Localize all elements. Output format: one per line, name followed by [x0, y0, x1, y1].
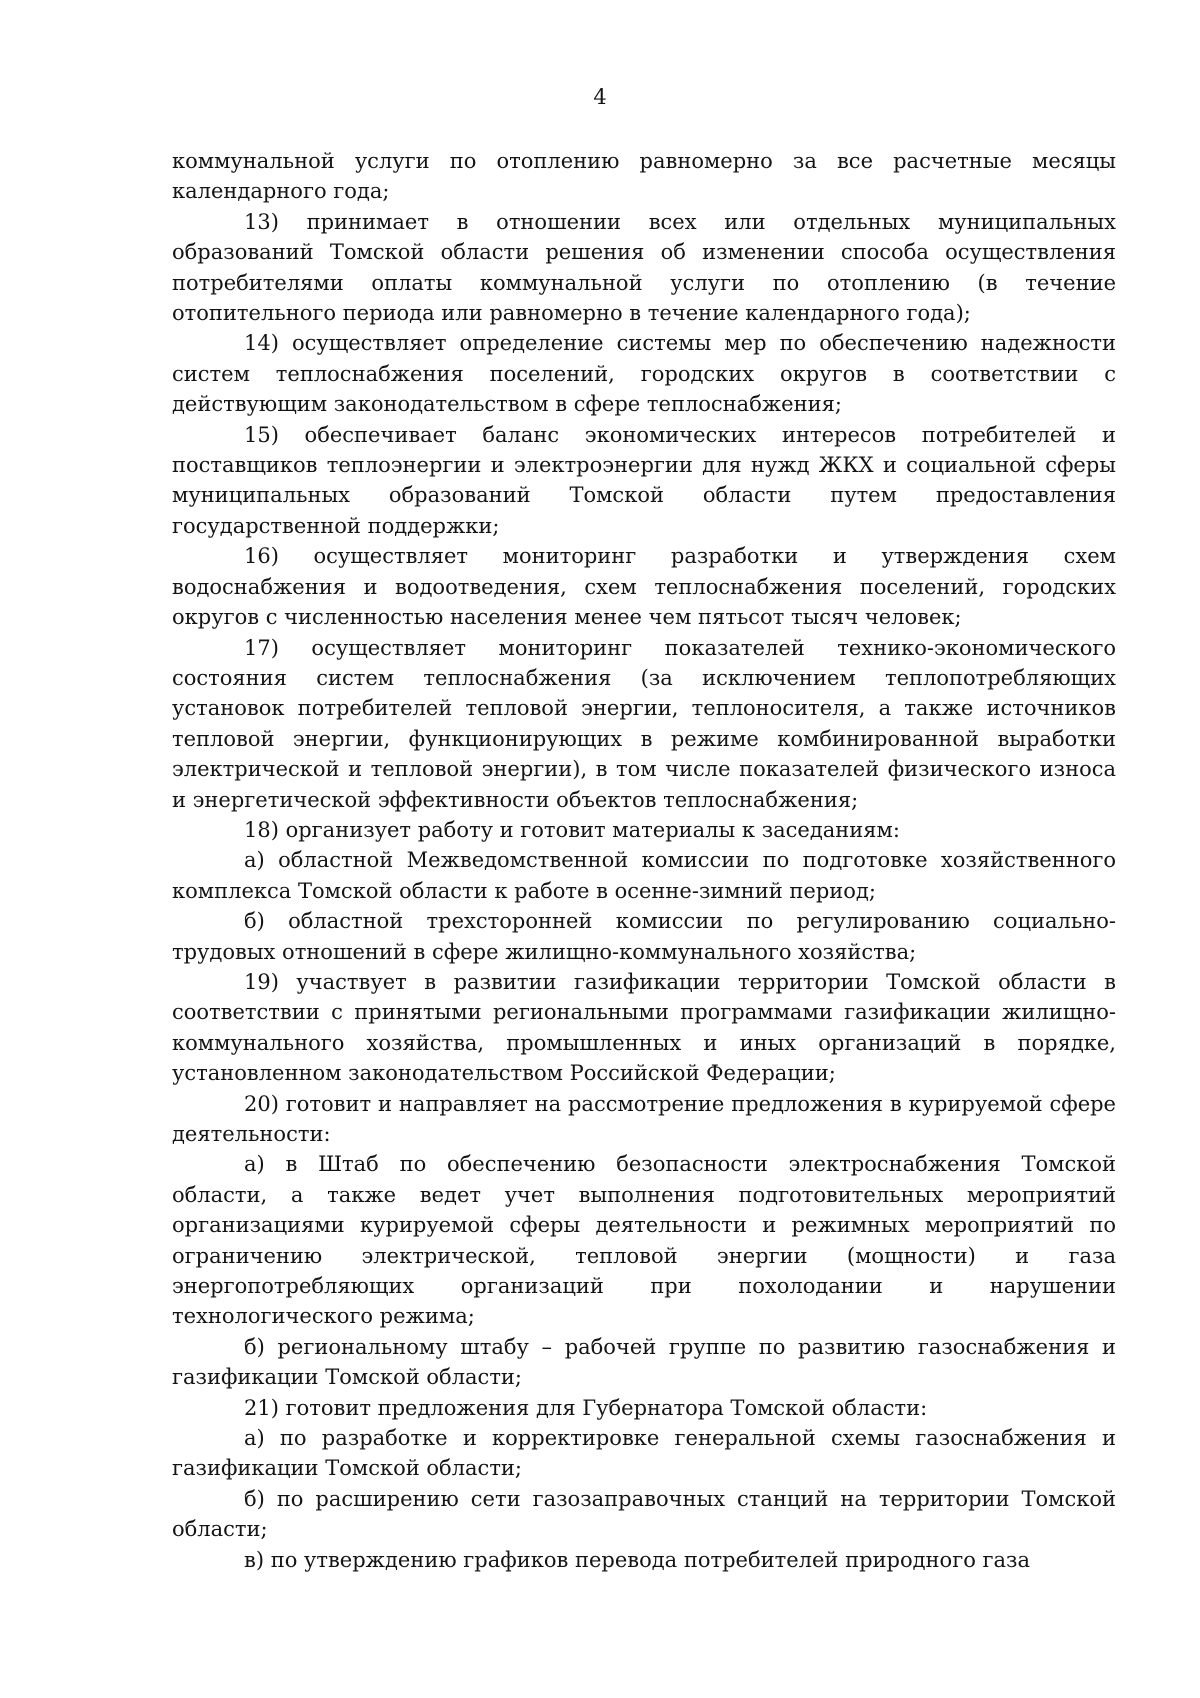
- paragraph-item-14: 14) осуществляет определение системы мер по обеспечению надежности систем теплоснабжения поселений, городских округов в соответствии с действующим законодательством в сфере теплоснабжения;: [172, 331, 1116, 417]
- paragraph-item-21-c: в) по утверждению графиков перевода потребителей природного газа: [244, 1547, 1031, 1572]
- paragraph-item-20-a: а) в Штаб по обеспечению безопасности электроснабжения Томской области, а также ведет учет выполнения подготовительных мероприятий организациями курируемой сферы деятельности и режимных мероприятий по ограничению электрической, тепловой энергии (мощности) и газа энергопотребляющих организаций при похолодании и нарушении технологического режима;: [172, 1152, 1116, 1329]
- paragraph-item-18-b: б) областной трехсторонней комиссии по регулированию социально-трудовых отношений в сфере жилищно-коммунального хозяйства;: [172, 909, 1116, 964]
- paragraph-item-13: 13) принимает в отношении всех или отдельных муниципальных образований Томской области решения об изменении способа осуществления потребителями оплаты коммунальной услуги по отоплению (в течение отопительного периода или равномерно в течение календарного года);: [172, 209, 1116, 326]
- paragraph-item-20-b: б) региональному штабу – рабочей группе по развитию газоснабжения и газификации Томской области;: [172, 1334, 1116, 1390]
- page-number: 4: [593, 85, 607, 109]
- paragraph-item-21-a: а) по разработке и корректировке генеральной схемы газоснабжения и газификации Томской области;: [172, 1426, 1116, 1481]
- paragraph-item-21: 21) готовит предложения для Губернатора Томской области:: [244, 1395, 928, 1420]
- paragraph-continuation: коммунальной услуги по отоплению равномерно за все расчетные месяцы календарного года;: [172, 149, 1116, 204]
- paragraph-item-19: 19) участвует в развитии газификации территории Томской области в соответствии с принятыми региональными программами газификации жилищно-коммунального хозяйства, промышленных и иных организаций в порядке, установленном законодательством Российской Федерации;: [172, 969, 1116, 1086]
- paragraph-item-21-b: б) по расширению сети газозаправочных станций на территории Томской области;: [172, 1486, 1116, 1542]
- paragraph-item-16: 16) осуществляет мониторинг разработки и утверждения схем водоснабжения и водоотведения, схем теплоснабжения поселений, городских округов с численностью населения менее чем пятьсот тысяч человек;: [172, 544, 1116, 630]
- paragraph-item-20: 20) готовит и направляет на рассмотрение предложения в курируемой сфере деятельности:: [172, 1091, 1116, 1146]
- paragraph-item-18: 18) организует работу и готовит материалы к заседаниям:: [244, 817, 900, 842]
- document-body: [172, 146, 1116, 1575]
- paragraph-item-17: 17) осуществляет мониторинг показателей технико-экономического состояния систем теплоснабжения (за исключением теплопотребляющих установок потребителей тепловой энергии, теплоносителя, а также источников тепловой энергии, функционирующих в режиме комбинированной выработки электрической и тепловой энергии), в том числе показателей физического износа и энергетической эффективности объектов теплоснабжения;: [172, 635, 1116, 812]
- paragraph-item-15: 15) обеспечивает баланс экономических интересов потребителей и поставщиков теплоэнергии и электроэнергии для нужд ЖКХ и социальной сферы муниципальных образований Томской области путем предоставления государственной поддержки;: [172, 422, 1116, 538]
- paragraph-item-18-a: а) областной Межведомственной комиссии по подготовке хозяйственного комплекса Томской области к работе в осенне-зимний период;: [172, 848, 1116, 903]
